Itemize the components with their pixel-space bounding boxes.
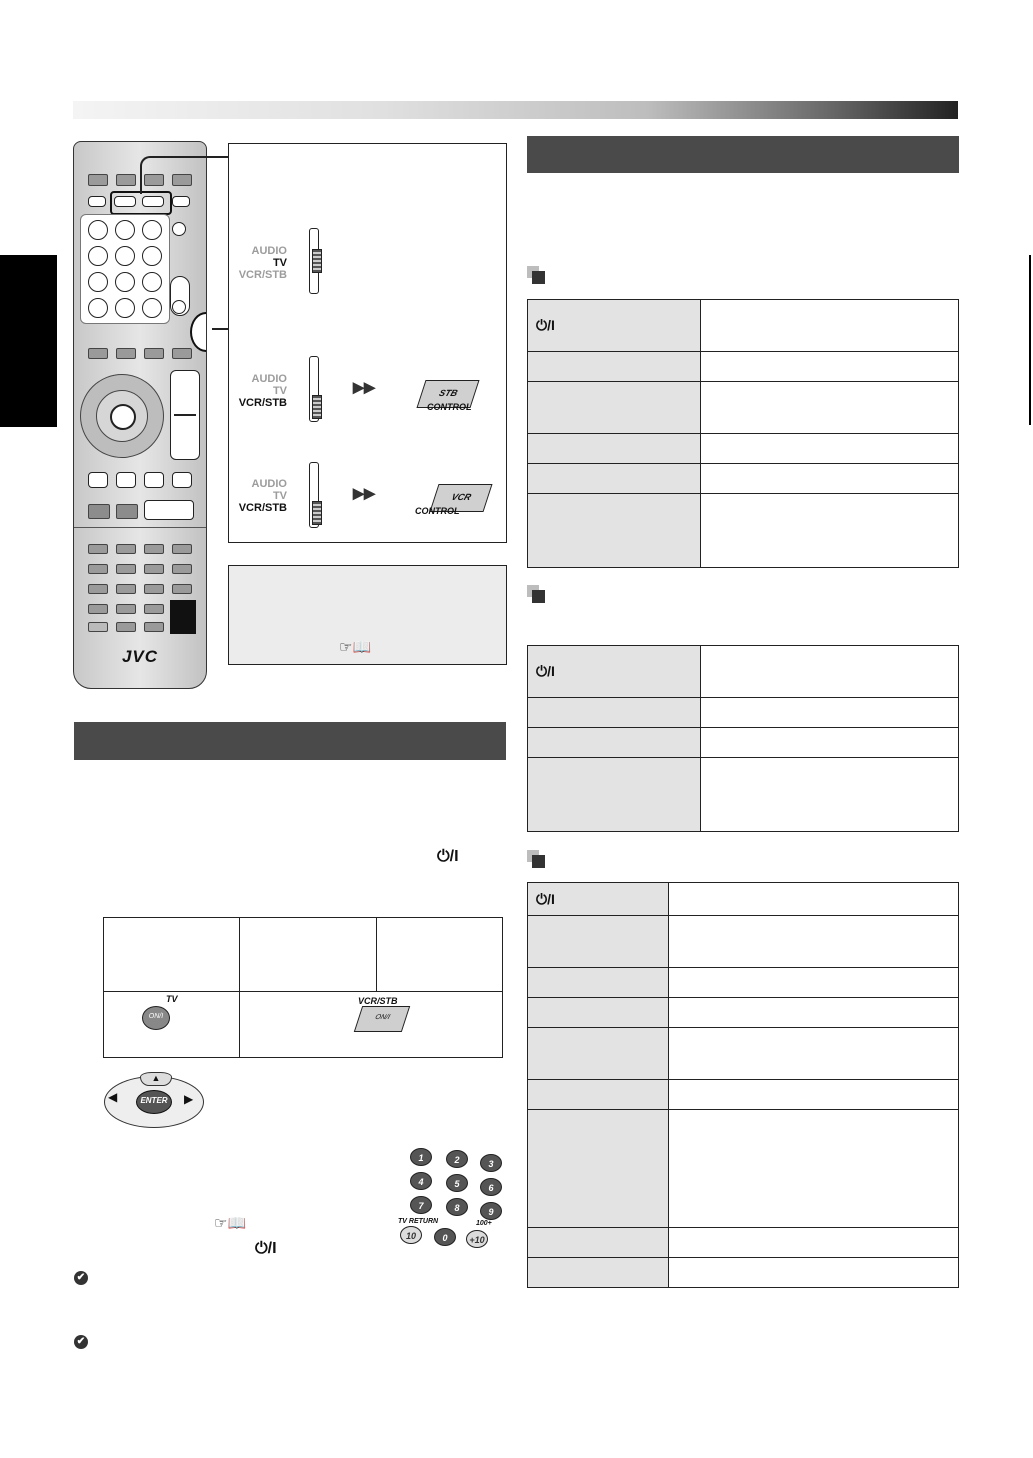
tv-on-button-image: ON/I bbox=[142, 1006, 170, 1030]
power-icon: ⏻/I bbox=[255, 1240, 277, 1257]
tv-button-label: TV bbox=[166, 994, 178, 1004]
operations-table-3 bbox=[527, 882, 959, 1288]
top-gradient-bar bbox=[73, 101, 958, 119]
mode-switch-vcr-stb-2 bbox=[309, 462, 319, 528]
arrow-icon: ▸▸ bbox=[353, 374, 376, 399]
preset-table bbox=[103, 917, 503, 1058]
check-icon: ✔ bbox=[74, 1335, 88, 1349]
callout-connector-line bbox=[140, 156, 232, 194]
subsection-marker-icon bbox=[527, 585, 545, 603]
vcr-stb-button-label: VCR/STB bbox=[358, 996, 398, 1006]
vcr-button-image: VCR bbox=[429, 484, 492, 512]
remote-control-illustration bbox=[73, 141, 207, 689]
power-icon: ⏻/I bbox=[536, 890, 555, 907]
preset-tv-cell bbox=[104, 992, 240, 1058]
operations-table-2 bbox=[527, 645, 959, 832]
arrow-icon: ▸▸ bbox=[353, 480, 376, 505]
note-callout-box bbox=[228, 565, 507, 665]
cursor-pad-illustration: ▲ ◀ ▶ ENTER bbox=[102, 1068, 206, 1130]
vcr-stb-on-button-image: ON/I bbox=[354, 1006, 410, 1032]
numeric-keys-illustration: 1 2 3 4 5 6 7 8 9 TV RETURN 10 0 100+ +10 bbox=[388, 1140, 518, 1252]
subsection-marker-icon bbox=[527, 850, 545, 868]
stb-control-label: CONTROL bbox=[427, 402, 472, 412]
left-section-header bbox=[74, 722, 506, 760]
power-icon: ⏻/I bbox=[536, 317, 555, 333]
remote-brand-logo: JVC bbox=[121, 647, 159, 666]
enter-button-image: ENTER bbox=[136, 1090, 172, 1114]
power-icon: ⏻/I bbox=[536, 663, 555, 679]
switch-callout-box bbox=[228, 143, 507, 543]
power-icon: ⏻/I bbox=[437, 848, 459, 865]
mode-switch-vcr-stb-1 bbox=[309, 356, 319, 422]
right-section-header bbox=[527, 136, 959, 173]
switch3-labels: AUDIO TV VCR/STB bbox=[238, 478, 287, 514]
mode-switch-tv bbox=[309, 228, 319, 294]
preset-vcr-stb-cell bbox=[240, 992, 503, 1058]
check-icon: ✔ bbox=[74, 1271, 88, 1285]
switch1-labels: AUDIO TV VCR/STB bbox=[238, 245, 287, 281]
reference-icon: ☞📖 bbox=[339, 639, 372, 656]
reference-icon: ☞📖 bbox=[214, 1215, 247, 1232]
right-edge-marker bbox=[1029, 255, 1031, 425]
switch2-labels: AUDIO TV VCR/STB bbox=[238, 373, 287, 409]
side-tab-marker bbox=[0, 255, 57, 427]
subsection-marker-icon bbox=[527, 266, 545, 284]
stb-button-image: STB bbox=[416, 380, 479, 408]
operations-table-1 bbox=[527, 299, 959, 568]
vcr-control-label: CONTROL bbox=[415, 506, 460, 516]
